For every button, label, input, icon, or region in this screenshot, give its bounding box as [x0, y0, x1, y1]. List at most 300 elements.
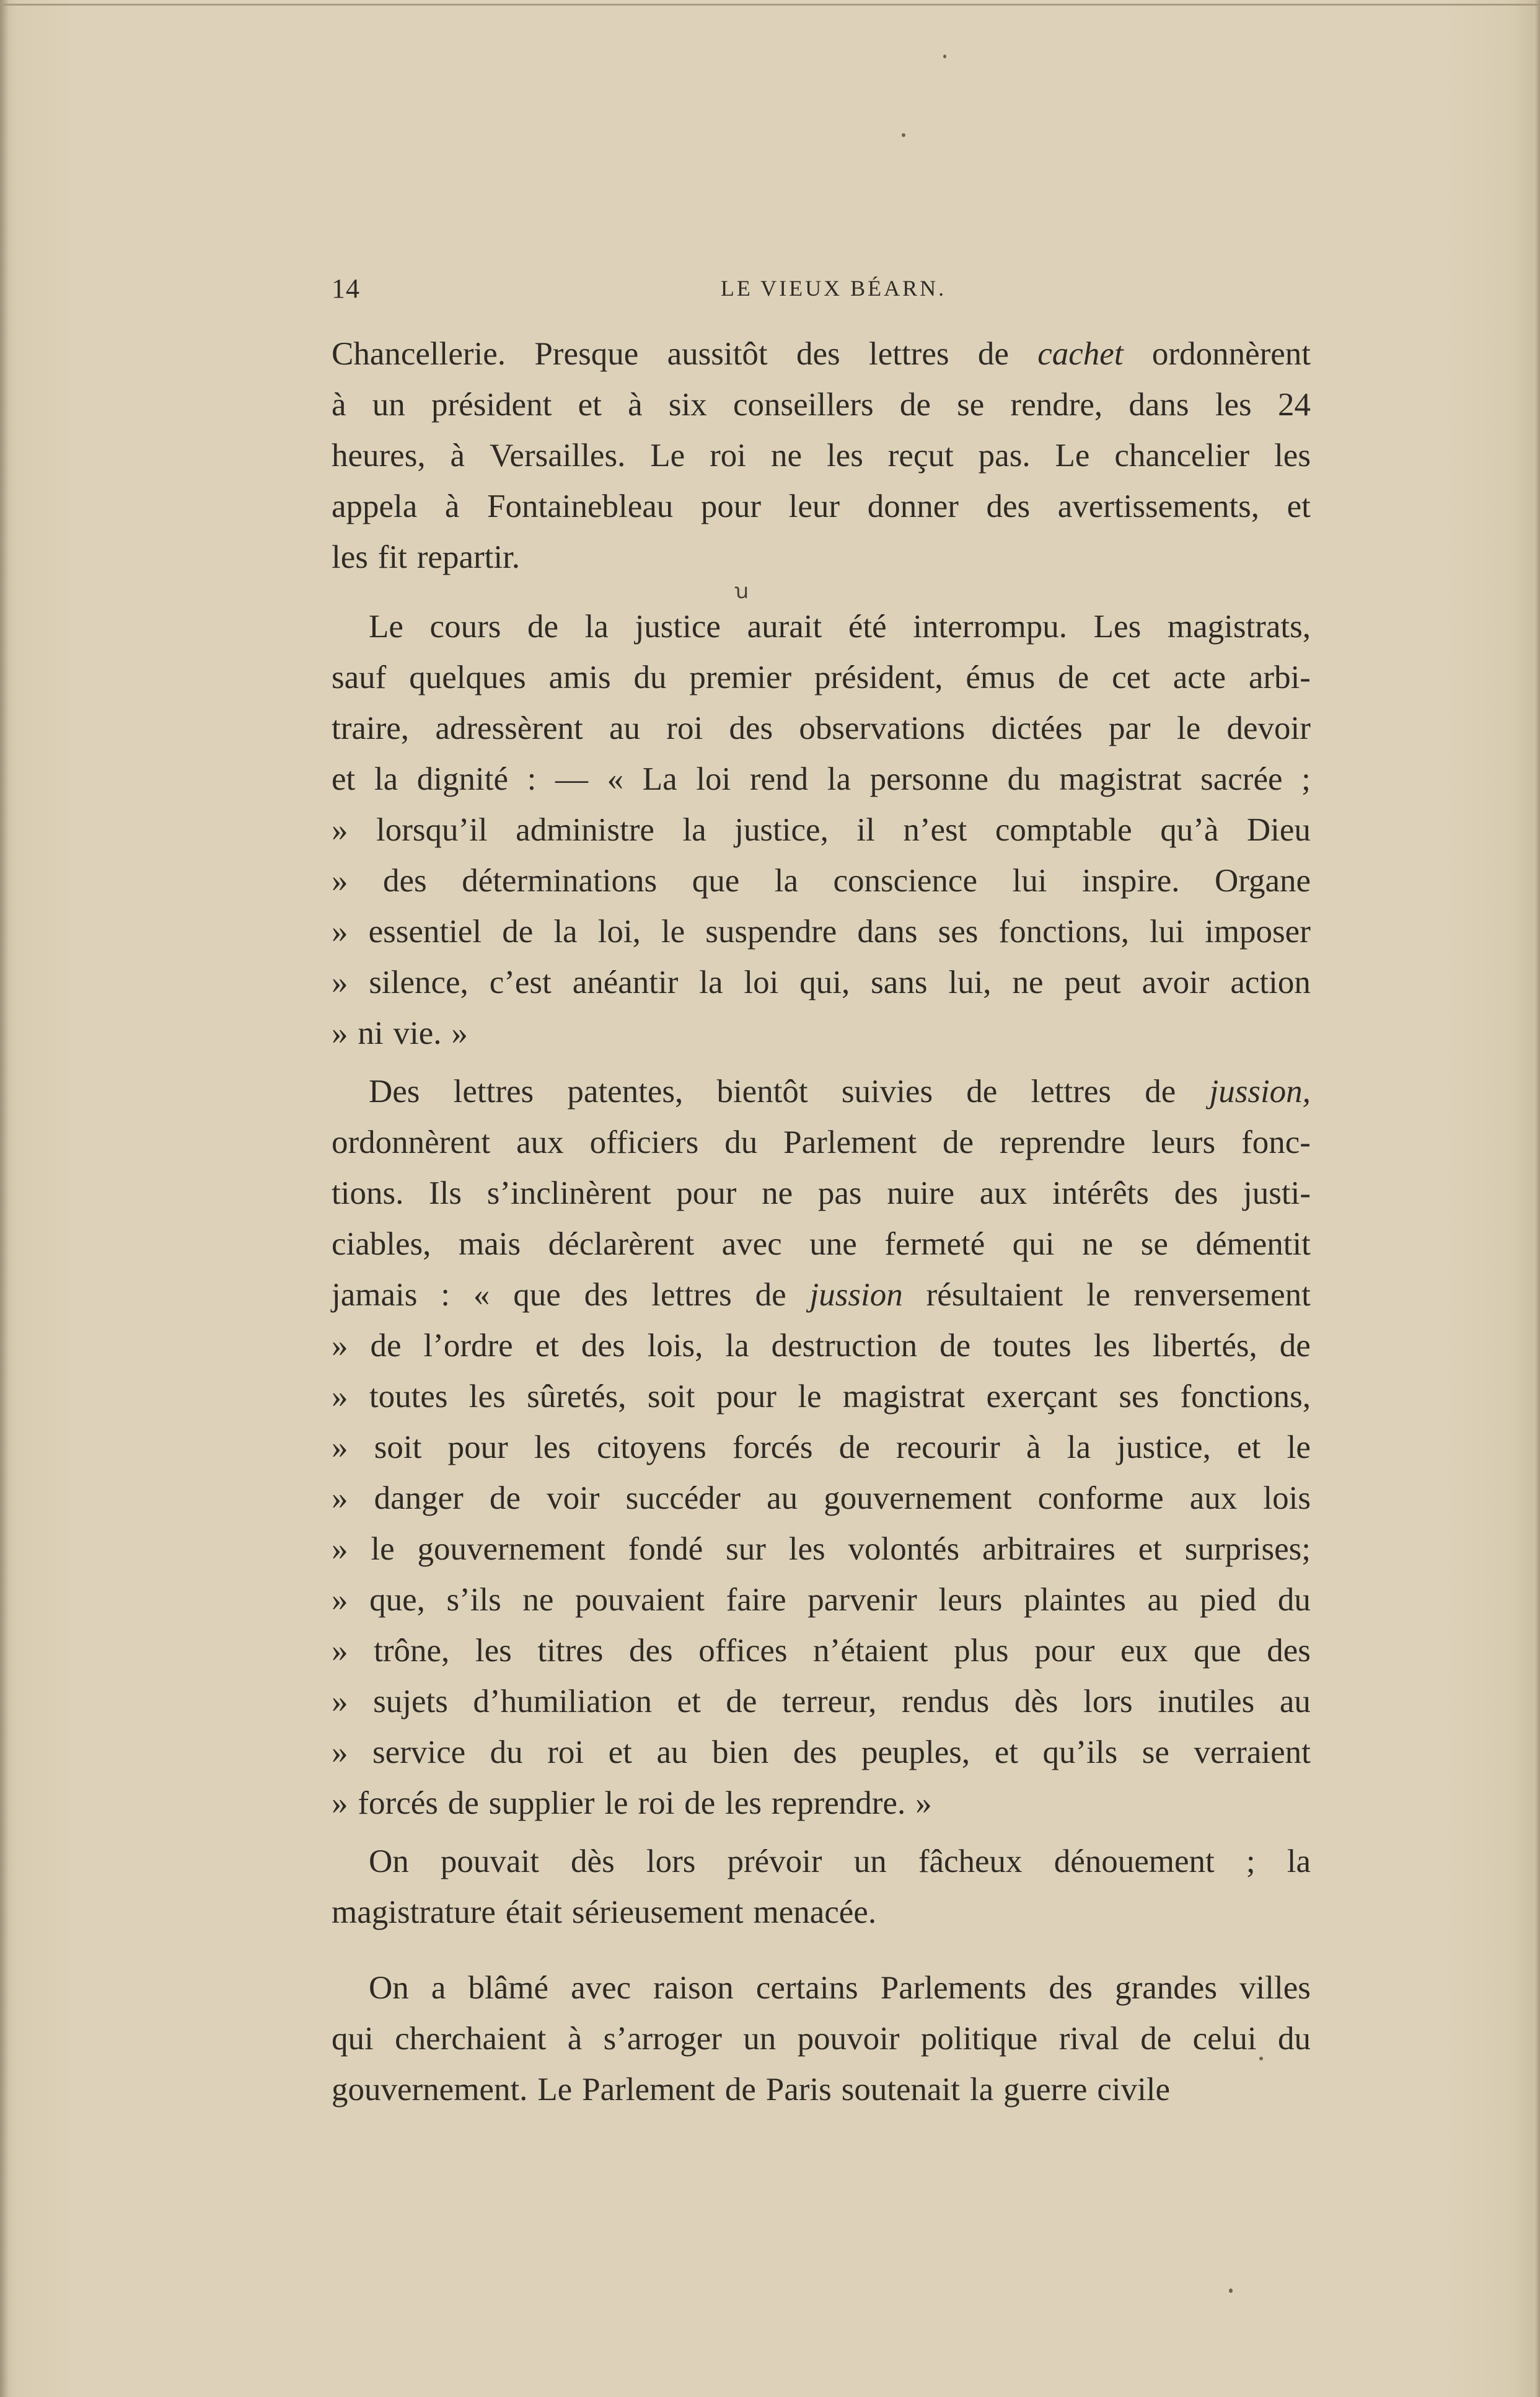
word: lors [1083, 1684, 1133, 1719]
word: anéantir [572, 965, 679, 1000]
word: pour [1034, 1633, 1095, 1669]
word: au [767, 1480, 798, 1516]
word: et [332, 761, 356, 797]
word: rendus [901, 1684, 990, 1719]
word: Dieu [1246, 812, 1311, 848]
text-line [332, 1625, 1311, 1676]
word: tions. [332, 1175, 404, 1211]
word: de [447, 1785, 479, 1821]
word: pouvait [440, 1843, 539, 1879]
text-line [332, 1574, 1311, 1625]
word: que [692, 863, 740, 899]
text-line [332, 1168, 1311, 1219]
word: avec [721, 1226, 782, 1262]
word: ne [522, 1582, 554, 1618]
word: libertés, [1152, 1328, 1257, 1364]
word: l’ordre [423, 1328, 513, 1364]
word: » [332, 1015, 348, 1051]
word: Organe [1214, 863, 1311, 899]
word: les [1215, 387, 1252, 423]
word: six [668, 387, 707, 423]
word: des [986, 488, 1031, 524]
word: du [1277, 1582, 1311, 1618]
word: ne [770, 438, 802, 474]
word: silence, [369, 965, 469, 1000]
word: le [798, 1379, 822, 1415]
word: au [1147, 1582, 1179, 1618]
word: président [431, 387, 552, 423]
word: déterminations [462, 863, 658, 899]
paragraph [332, 601, 1311, 1059]
word: cours [429, 609, 501, 645]
running-head: LE VIEUX BÉARN. [720, 276, 947, 301]
word: et [994, 1734, 1018, 1770]
word: amis [548, 660, 611, 695]
word: comptable [995, 812, 1132, 848]
word: La [642, 761, 677, 797]
word: lui [1012, 863, 1047, 899]
word: » [332, 1785, 348, 1821]
word: plus [954, 1633, 1009, 1669]
word: de [943, 1124, 974, 1160]
word: roi [638, 1785, 675, 1821]
word: et [535, 1328, 559, 1364]
word: avoir [1142, 965, 1210, 1000]
word: raison [653, 1970, 734, 2006]
word: du [1278, 2021, 1311, 2057]
text-line [332, 1066, 1311, 1117]
word: sur [726, 1531, 766, 1567]
word: du [724, 1124, 758, 1160]
word: de [370, 1328, 402, 1364]
word: des [383, 863, 427, 899]
word: de [838, 1429, 870, 1465]
word: de [1279, 1328, 1311, 1364]
word: Fontainebleau [487, 488, 674, 524]
text-line [332, 906, 1311, 957]
word: pour [676, 1175, 737, 1211]
word: observations [799, 710, 966, 746]
word: ne [762, 1175, 793, 1211]
word: des [1049, 1970, 1093, 2006]
word: fit [377, 539, 407, 575]
word: Le [1055, 438, 1090, 474]
word: intérêts [1052, 1175, 1150, 1211]
text-line [332, 481, 1311, 532]
word: se [957, 387, 985, 423]
word: la [1067, 1429, 1091, 1465]
word: inutiles [1158, 1684, 1255, 1719]
word: été [848, 609, 887, 645]
word: » [332, 1582, 348, 1618]
text-line [332, 2064, 1311, 2115]
word: des [729, 710, 773, 746]
word: à [444, 488, 460, 524]
word: le [604, 1785, 628, 1821]
text-line [332, 1778, 1311, 1829]
word: des [796, 336, 840, 372]
word: à [332, 387, 346, 423]
paragraph [332, 329, 1311, 583]
word: au [1279, 1684, 1311, 1719]
word: ne [1082, 1226, 1114, 1262]
word: fonc- [1241, 1124, 1311, 1160]
word: résultaient [926, 1277, 1063, 1313]
word: » [332, 1684, 348, 1719]
word: magistrat [1059, 761, 1182, 797]
word: justice [635, 609, 721, 645]
word: rival [1058, 2021, 1119, 2057]
word: inspire. [1081, 863, 1180, 899]
word: ses [1119, 1379, 1159, 1415]
word: citoyens [597, 1429, 706, 1465]
word: qui [1012, 1226, 1055, 1262]
word: des [1174, 1175, 1218, 1211]
word: Parlement [582, 2072, 715, 2108]
word: service [372, 1734, 466, 1770]
word: le [1287, 1429, 1311, 1465]
word: s’arroger [603, 2021, 722, 2057]
word: » [332, 914, 348, 950]
word: bien [712, 1734, 769, 1770]
word: la [374, 761, 398, 797]
word: arbi- [1248, 660, 1311, 695]
word: succéder [625, 1480, 741, 1516]
word: les [534, 1429, 571, 1465]
word: roi [666, 710, 703, 746]
word: conforme [1037, 1480, 1164, 1516]
word: il [856, 812, 875, 848]
word: » [332, 965, 348, 1000]
word: recourir [896, 1429, 1000, 1465]
word: qu’à [1160, 812, 1219, 848]
word: pour [447, 1429, 508, 1465]
word: la [1287, 1843, 1311, 1879]
word: fâcheux [918, 1843, 1023, 1879]
word: le [1176, 710, 1201, 746]
word: Chancellerie. [332, 336, 506, 372]
word: gouvernement [824, 1480, 1012, 1516]
word: Le [650, 438, 685, 474]
word: pour [716, 1379, 777, 1415]
page-right-edge [1534, 0, 1540, 2397]
word: forcés [732, 1429, 813, 1465]
word: mais [458, 1226, 521, 1262]
text-line [332, 1676, 1311, 1727]
word: magistrats, [1167, 609, 1311, 645]
word: titres [537, 1633, 604, 1669]
word: Versailles. [490, 438, 626, 474]
text-line [332, 1727, 1311, 1778]
word: arbitraires [982, 1531, 1115, 1567]
word: aurait [747, 609, 822, 645]
text-line [332, 652, 1311, 703]
word: » [915, 1785, 932, 1821]
word: de [726, 1684, 757, 1719]
word: les [725, 1785, 762, 1821]
word: administre [516, 812, 654, 848]
word: cherchaient [395, 2021, 547, 2057]
word: sûretés, [527, 1379, 627, 1415]
word: fonctions, [1180, 1379, 1311, 1415]
word: pas [817, 1175, 862, 1211]
word: volontés [848, 1531, 960, 1567]
word: peuples, [861, 1734, 970, 1770]
word: blâmé [468, 1970, 548, 2006]
word: pouvoir [797, 2021, 900, 2057]
word: qui [332, 2021, 374, 2057]
word: destruction [771, 1328, 918, 1364]
text-line [332, 1887, 1311, 1938]
word: dans [857, 914, 918, 950]
word: soit [374, 1429, 422, 1465]
word: soit [647, 1379, 695, 1415]
word: personne [869, 761, 988, 797]
word: n’est [903, 812, 967, 848]
word: Parlement [783, 1124, 917, 1160]
word: guerre [1003, 2072, 1088, 2108]
text-line [332, 1836, 1311, 1887]
word: On [369, 1970, 409, 2006]
word: acte [1173, 660, 1226, 695]
word: s’ils [446, 1582, 501, 1618]
word: voir [547, 1480, 600, 1516]
word: les [788, 1531, 825, 1567]
word: c’est [489, 965, 552, 1000]
word: le [371, 1531, 395, 1567]
word: supplier [488, 1785, 595, 1821]
word: repartir. [416, 539, 521, 575]
word: au [609, 710, 641, 746]
word: certains [755, 1970, 858, 2006]
text-line [332, 754, 1311, 805]
word: lois, [647, 1328, 703, 1364]
word: reprendre. [771, 1785, 906, 1821]
word: » [332, 812, 348, 848]
word: nuire [887, 1175, 955, 1211]
word: ni [358, 1015, 384, 1051]
word: dignité [416, 761, 508, 797]
word: lettres [868, 336, 949, 372]
word: lettres [453, 1074, 534, 1110]
word: pouvaient [574, 1582, 705, 1618]
word: Le [537, 2072, 573, 2108]
word: interrompu. [913, 609, 1068, 645]
word: Les [1093, 609, 1142, 645]
word: que [1194, 1633, 1241, 1669]
word: aux [516, 1124, 564, 1160]
word: dès [1014, 1684, 1058, 1719]
word: » [332, 1480, 348, 1516]
page-top-edge [0, 4, 1540, 6]
word: adressèrent [435, 710, 583, 746]
word: président, [814, 660, 943, 695]
word: dès [571, 1843, 615, 1879]
word: villes [1239, 1970, 1311, 2006]
word: On [369, 1843, 409, 1879]
word: danger [374, 1480, 464, 1516]
word: vie. [393, 1015, 442, 1051]
word: surprises; [1184, 1531, 1311, 1567]
word: gouvernement. [332, 2072, 528, 2108]
word: » [332, 1328, 348, 1364]
text-line [332, 1008, 1311, 1059]
word: quelques [409, 660, 526, 695]
word: avertissements, [1057, 488, 1260, 524]
word: la [827, 761, 851, 797]
word: leur [788, 488, 840, 524]
word: des [581, 1328, 625, 1364]
word: grandes [1115, 1970, 1217, 2006]
text-line [332, 855, 1311, 906]
word: Presque [534, 336, 639, 372]
word: — [555, 761, 588, 797]
word: des [584, 1277, 628, 1313]
word: sauf [332, 660, 387, 695]
word: jamais [332, 1277, 418, 1313]
word: » [332, 1633, 348, 1669]
paragraph-spacer [332, 1829, 1311, 1836]
word: sans [871, 965, 928, 1000]
word: la [774, 863, 798, 899]
word: : [441, 1277, 450, 1313]
word: parvenir [807, 1582, 917, 1618]
word: se [1140, 1226, 1168, 1262]
word: les [826, 438, 863, 474]
word: imposer [1205, 914, 1311, 950]
word: loi [696, 761, 731, 797]
text-line [332, 1524, 1311, 1574]
word: magistrat [842, 1379, 966, 1415]
word: roi [710, 438, 747, 474]
word: de [684, 1785, 716, 1821]
word: appela [332, 488, 418, 524]
word: ciables, [332, 1226, 431, 1262]
word: qu’ils [1042, 1734, 1118, 1770]
word: : [527, 761, 537, 797]
word: Ils [429, 1175, 462, 1211]
text-line [332, 805, 1311, 855]
word: sacrée [1200, 761, 1283, 797]
word: que, [369, 1582, 425, 1618]
word: reçut [887, 438, 954, 474]
word: aux [1189, 1480, 1238, 1516]
text-line [332, 329, 1311, 379]
word: ; [1301, 761, 1311, 797]
word: du [633, 660, 667, 695]
word: lettres [1031, 1074, 1112, 1110]
word: conscience [833, 863, 977, 899]
word: politique [920, 2021, 1038, 2057]
word: la [699, 965, 723, 1000]
word: une [809, 1226, 857, 1262]
word: a [431, 1970, 446, 2006]
word: rend [749, 761, 809, 797]
paper-speck [902, 133, 905, 137]
word: ordonnèrent [1151, 336, 1311, 372]
word: ordonnèrent [332, 1124, 491, 1160]
word: les [475, 1633, 512, 1669]
word: de [966, 1074, 998, 1110]
word: aux [979, 1175, 1027, 1211]
word: jussion, [1209, 1074, 1311, 1110]
word: qui, [799, 965, 850, 1000]
word: et [1138, 1531, 1162, 1567]
word: traire, [332, 710, 410, 746]
word: les [1093, 1328, 1130, 1364]
word: des [629, 1633, 673, 1669]
word: exerçant [986, 1379, 1098, 1415]
word: ne [1012, 965, 1044, 1000]
word: magistrature [332, 1894, 496, 1930]
text-line [332, 703, 1311, 754]
word: fonctions, [998, 914, 1129, 950]
word: Parlements [880, 1970, 1027, 2006]
word: de [502, 914, 534, 950]
margin-mark: ꭒ [734, 580, 749, 603]
word: justice, [734, 812, 829, 848]
word: de [527, 609, 559, 645]
word: action [1230, 965, 1311, 1000]
word: de [899, 387, 931, 423]
word: déclarèrent [548, 1226, 695, 1262]
word: » [332, 1734, 348, 1770]
word: lui, [948, 965, 992, 1000]
word: toutes [369, 1379, 448, 1415]
word: bientôt [716, 1074, 808, 1110]
paragraph [332, 1066, 1311, 1829]
page-header [332, 273, 1311, 310]
text-line [332, 1962, 1311, 2013]
paper-speck [943, 55, 946, 58]
text-line [332, 1117, 1311, 1168]
word: rendre, [1010, 387, 1103, 423]
word: justice, [1117, 1429, 1211, 1465]
word: verraient [1194, 1734, 1311, 1770]
word: gouvernement [417, 1531, 605, 1567]
word: » [332, 1531, 348, 1567]
word: sérieusement [571, 1894, 744, 1930]
text-line [332, 532, 1311, 583]
word: patentes, [567, 1074, 684, 1110]
text-line [332, 379, 1311, 430]
word: suspendre [705, 914, 837, 950]
word: suivies [841, 1074, 933, 1110]
word: cachet [1037, 336, 1124, 372]
word: » [451, 1015, 468, 1051]
word: des [1267, 1633, 1311, 1669]
word: n’étaient [813, 1633, 928, 1669]
word: menacée. [753, 1894, 877, 1930]
word: loi, [597, 914, 641, 950]
word: se [1142, 1734, 1169, 1770]
paragraph [332, 1836, 1311, 1938]
word: dénouement [1054, 1843, 1215, 1879]
word: « [473, 1277, 490, 1313]
text-line [332, 1473, 1311, 1524]
word: du [1007, 761, 1041, 797]
word: un [853, 1843, 887, 1879]
word: » [332, 1379, 348, 1415]
word: civile [1097, 2072, 1171, 2108]
word: trône, [374, 1633, 450, 1669]
word: lui [1150, 914, 1185, 950]
word: dans [1129, 387, 1189, 423]
word: Paris [765, 2072, 832, 2108]
word: et [578, 387, 602, 423]
word: la [969, 2072, 994, 2108]
word: de [1058, 660, 1089, 695]
